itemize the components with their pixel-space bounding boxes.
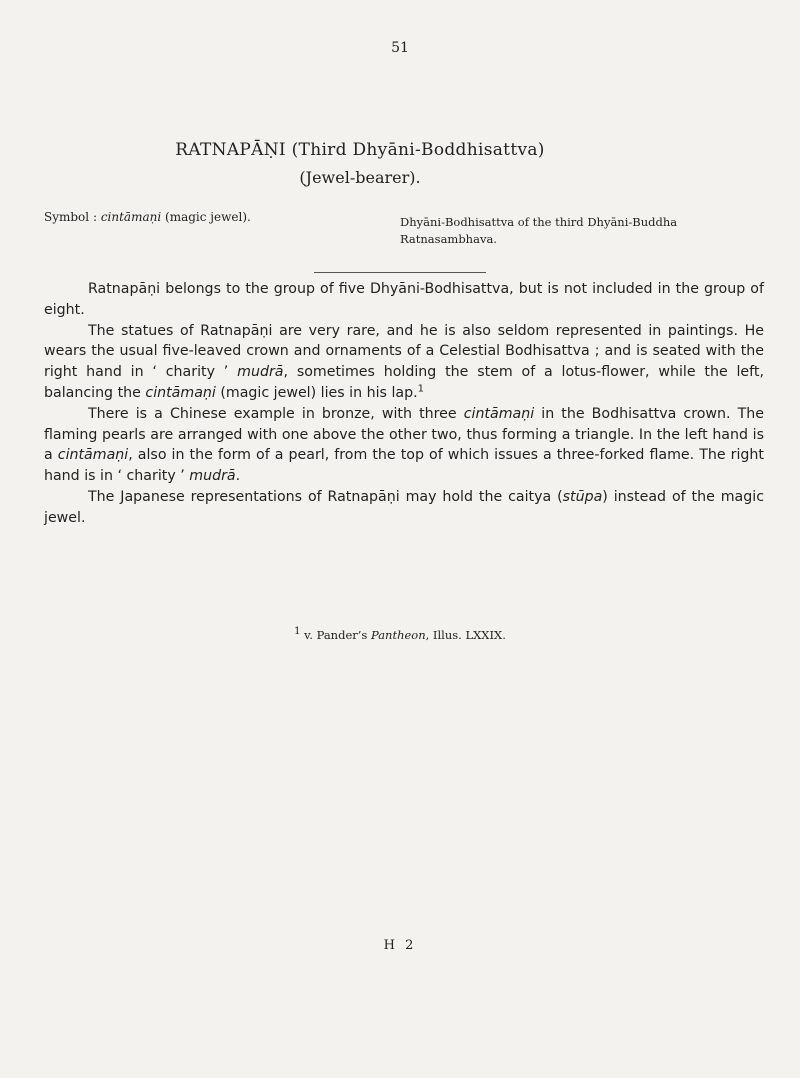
p2-term-mudra: mudrā	[237, 364, 284, 381]
footnote-text-a: v. Pander’s	[304, 628, 368, 642]
paragraph-2	[44, 321, 764, 404]
p4-term-stupa: stūpa	[562, 488, 603, 505]
p3-text-c: , also in the form of a pearl, from the top of which issues a three-forked flame. The right hand is in ‘ charity ’	[44, 447, 764, 485]
p4-text-a: The Japanese representations of Ratnapāṇi may hold the caitya (	[88, 488, 563, 505]
p3-text-d: .	[235, 468, 241, 485]
dhyani-line-1: Dhyāni-Bodhisattva of the third Dhyāni-Buddha	[400, 215, 678, 229]
paragraph-1: Ratnapāṇi belongs to the group of five Dhyāni-Bodhisattva, but is not included in the group of eight.	[44, 281, 764, 318]
p3-text-a: There is a Chinese example in bronze, with three	[88, 405, 457, 422]
symbol-line	[44, 210, 251, 224]
footnote-ref[interactable]: 1	[417, 383, 424, 395]
p3-term-cintamani-1: cintāmaṇi	[463, 405, 535, 422]
p2-text-a: The statues of Ratnapāṇi are very rare, and he is also seldom represented in paintings. He wears the usual five-leaved crown and ornaments of a Celestial Bodhisattva ; and is seated with the right hand in ‘ charity ’	[44, 322, 764, 381]
body-text	[44, 279, 764, 529]
p3-term-mudra: mudrā	[189, 468, 236, 485]
footnote-text-b: , Illus. LXXIX.	[425, 628, 506, 642]
symbol-gloss: (magic jewel).	[165, 210, 251, 224]
section-divider	[314, 272, 486, 273]
footnote-mark: 1	[294, 626, 301, 638]
signature-mark: H 2	[383, 938, 417, 953]
p4-text-b: ) instead of the magic jewel.	[44, 488, 764, 526]
page-subtitle: (Jewel-bearer).	[299, 168, 421, 187]
symbol-label: Symbol :	[44, 210, 97, 224]
p3-text-b: in the Bodhisattva crown. The flaming pearls are arranged with one above the other two, thus forming a triangle. In the left hand is a	[44, 405, 764, 464]
symbol-term: cintāmaṇi	[100, 210, 162, 224]
p2-text-b: , sometimes holding the stem of a lotus-flower, while the left, balancing the	[44, 364, 764, 401]
footnote-title: Pantheon	[370, 628, 426, 642]
page-number: 51	[391, 40, 409, 56]
dhyani-line-2: Ratnasambhava.	[400, 232, 497, 246]
footnote	[0, 628, 800, 642]
page-title: RATNAPĀṆI (Third Dhyāni-Boddhisattva)	[175, 140, 545, 160]
paragraph-4	[44, 487, 764, 529]
p3-term-cintamani-2: cintāmaṇi	[57, 447, 129, 464]
p2-text-c: (magic jewel) lies in his lap.	[220, 384, 418, 401]
p2-term-cintamani: cintāmaṇi	[145, 384, 216, 401]
dhyani-relation	[400, 214, 720, 248]
paragraph-3	[44, 404, 764, 487]
